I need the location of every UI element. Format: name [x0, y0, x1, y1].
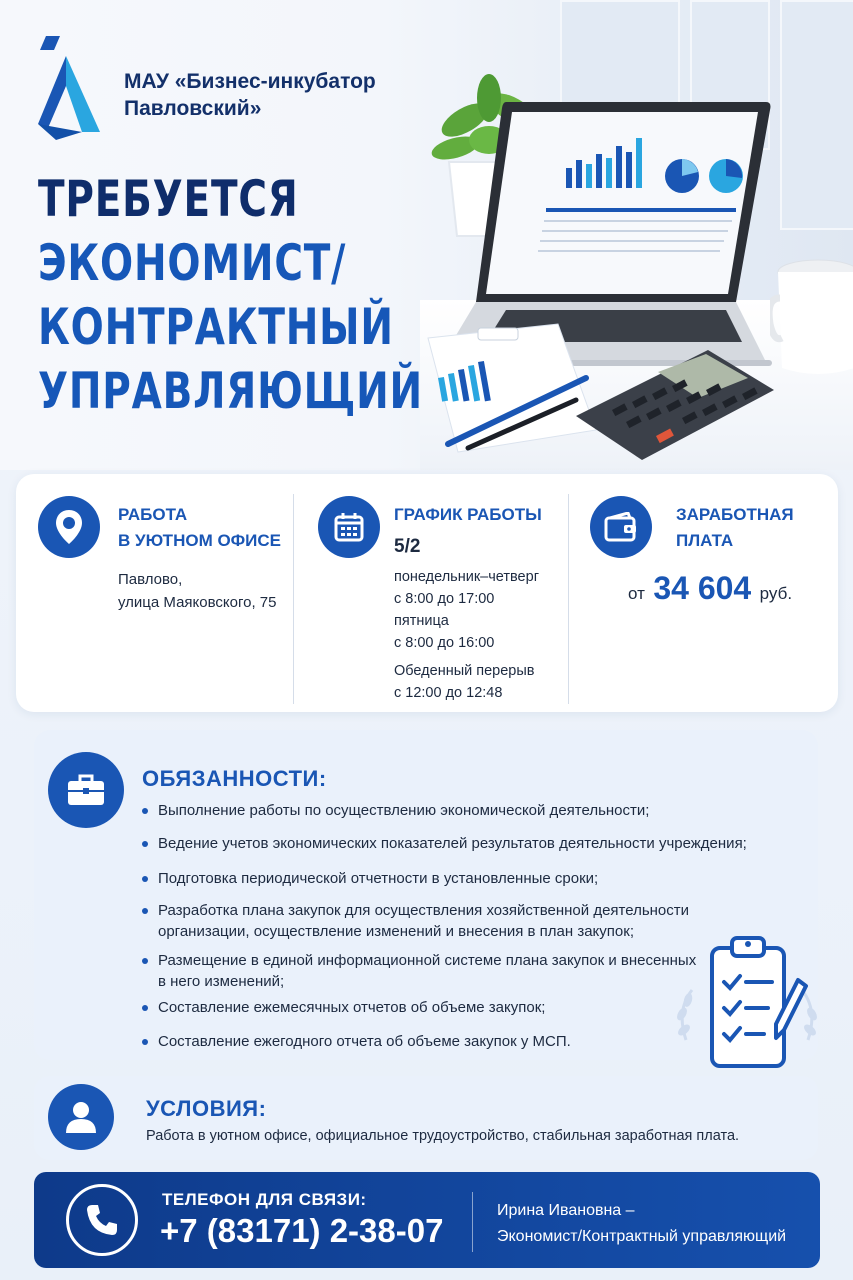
info-card — [16, 474, 838, 712]
bullet — [142, 808, 148, 814]
contact-label: ТЕЛЕФОН ДЛЯ СВЯЗИ: — [162, 1190, 367, 1209]
location-title-line: В УЮТНОМ ОФИСЕ — [118, 531, 282, 550]
column-divider — [293, 494, 294, 704]
schedule-line: Обеденный перерыв — [394, 663, 535, 679]
schedule-line: пятница — [394, 613, 449, 629]
duty-item: Размещение в единой информационной системе плана закупок и внесенных — [158, 952, 697, 969]
schedule-line: с 12:00 до 12:48 — [394, 685, 503, 701]
salary-prefix: от — [628, 584, 645, 603]
duties-title: ОБЯЗАННОСТИ: — [142, 766, 327, 791]
schedule-mode: 5/2 — [394, 536, 421, 557]
headline-line: УПРАВЛЯЮЩИЙ — [38, 362, 423, 420]
conditions-title: УСЛОВИЯ: — [146, 1096, 267, 1121]
duty-item: Подготовка периодической отчетности в установленные сроки; — [158, 870, 599, 887]
calendar-icon — [318, 496, 380, 558]
duty-item-continuation: организации, осуществление изменений и внесения в план закупок; — [158, 923, 634, 940]
mug-icon — [770, 258, 853, 378]
salary-title — [676, 502, 794, 554]
duty-item-continuation: в него изменений; — [158, 973, 285, 990]
salary-title-line: ЗАРАБОТНАЯ — [676, 505, 794, 524]
schedule-line: с 8:00 до 17:00 — [394, 591, 495, 607]
bullet — [142, 958, 148, 964]
contact-divider — [472, 1192, 473, 1252]
calculator-icon — [572, 346, 778, 464]
bullet — [142, 1005, 148, 1011]
headline-line: КОНТРАКТНЫЙ — [38, 298, 394, 356]
address-line: улица Маяковского, 75 — [118, 594, 277, 611]
phone-icon[interactable] — [66, 1184, 138, 1256]
salary-amount-row — [628, 570, 792, 607]
location-title — [118, 502, 281, 554]
salary-title-line: ПЛАТА — [676, 531, 734, 550]
headline-line: ЭКОНОМИСТ/ — [38, 234, 347, 292]
bullet — [142, 1039, 148, 1045]
schedule-details — [394, 566, 539, 704]
schedule-line: с 8:00 до 16:00 — [394, 635, 495, 651]
contact-person-name: Ирина Ивановна – — [497, 1202, 635, 1219]
duty-item: Составление ежегодного отчета об объеме закупок у МСП. — [158, 1033, 571, 1050]
column-divider — [568, 494, 569, 704]
clipboard-checklist-icon — [672, 930, 822, 1070]
bullet — [142, 876, 148, 882]
duty-item: Составление ежемесячных отчетов об объеме закупок; — [158, 999, 546, 1016]
org-name-line: Павловский» — [124, 97, 262, 120]
window-pane — [780, 0, 853, 230]
contact-person — [497, 1198, 786, 1250]
location-pin-icon — [38, 496, 100, 558]
user-icon — [48, 1084, 114, 1150]
duty-item: Ведение учетов экономических показателей результатов деятельности учреждения; — [158, 835, 747, 852]
org-name — [124, 68, 424, 122]
contact-person-role: Экономист/Контрактный управляющий — [497, 1228, 787, 1245]
org-name-line: МАУ «Бизнес-инкубатор — [124, 70, 376, 93]
conditions-text: Работа в уютном офисе, официальное трудоустройство, стабильная заработная плата. — [146, 1128, 740, 1144]
schedule-title: ГРАФИК РАБОТЫ — [394, 505, 542, 524]
wallet-icon — [590, 496, 652, 558]
salary-amount: 34 604 — [653, 570, 752, 606]
address-line: Павлово, — [118, 571, 183, 588]
bullet — [142, 841, 148, 847]
headline-line: ТРЕБУЕТСЯ — [38, 170, 299, 228]
schedule-line: понедельник–четверг — [394, 569, 539, 585]
salary-currency: руб. — [759, 584, 793, 603]
location-title-line: РАБОТА — [118, 505, 188, 524]
duty-item: Выполнение работы по осуществлению экономической деятельности; — [158, 802, 650, 819]
contact-phone[interactable]: +7 (83171) 2-38-07 — [160, 1212, 444, 1249]
briefcase-icon — [48, 752, 124, 828]
location-address — [118, 568, 276, 614]
duty-item: Разработка плана закупок для осуществления хозяйственной деятельности — [158, 902, 690, 919]
logo-icon — [36, 36, 102, 140]
bullet — [142, 908, 148, 914]
